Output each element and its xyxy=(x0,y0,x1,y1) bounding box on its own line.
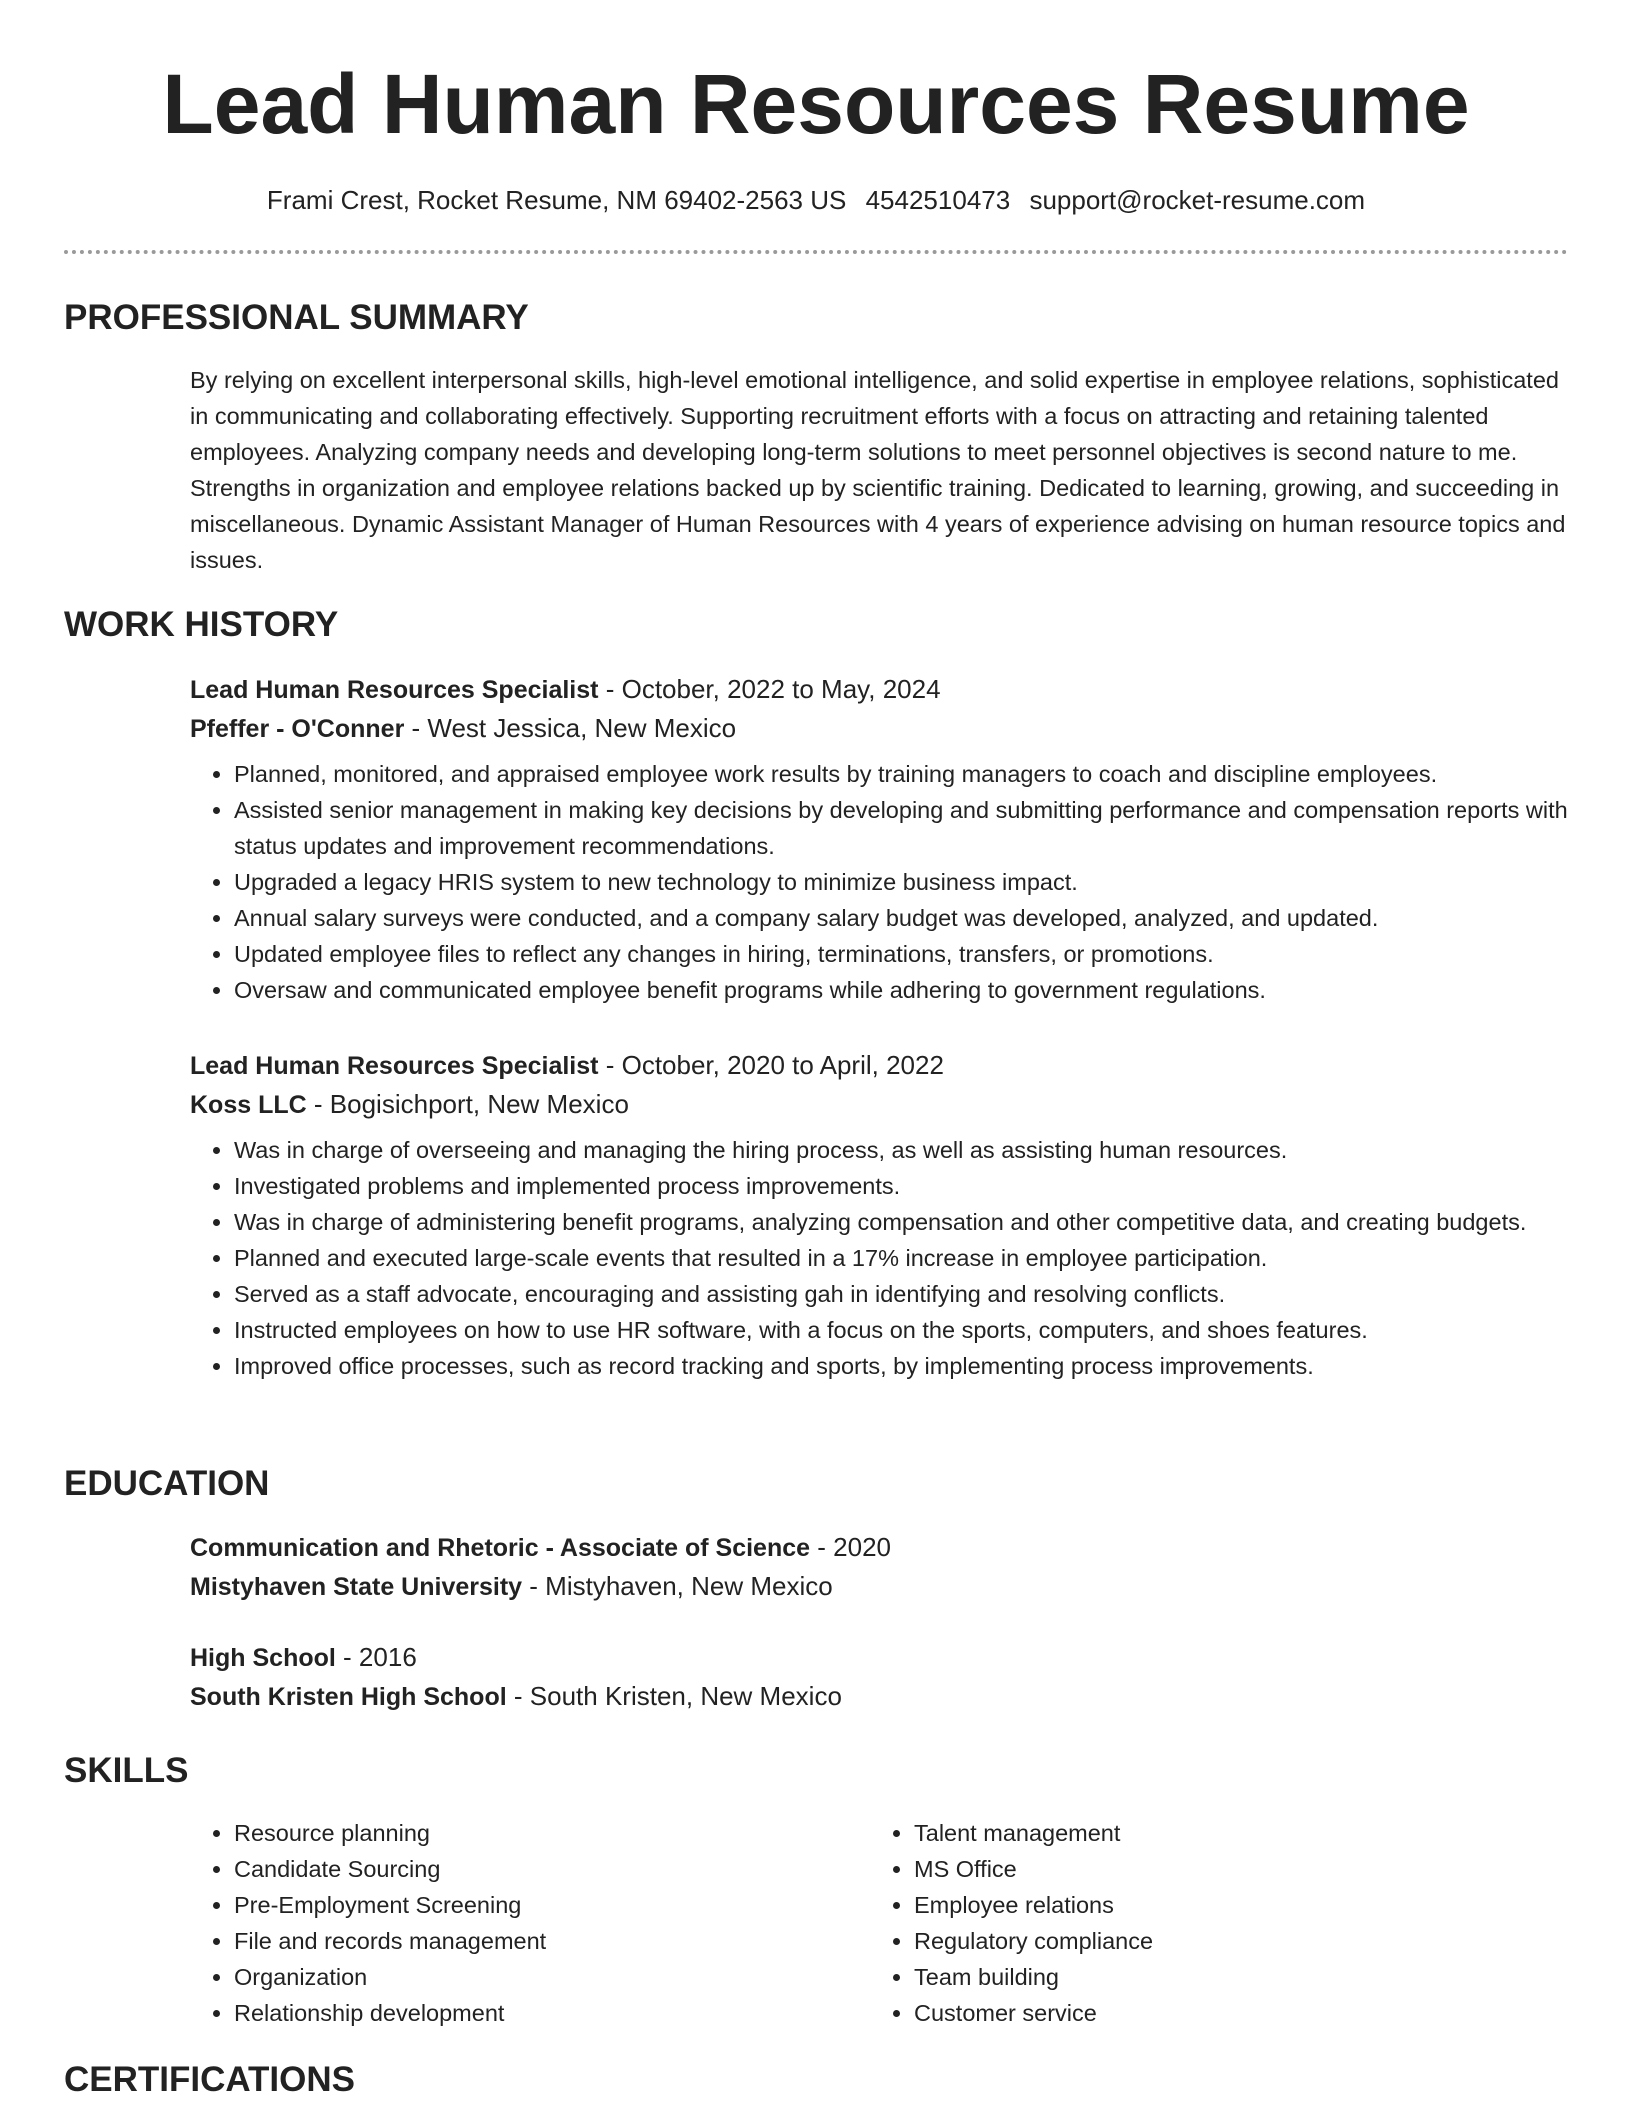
contact-address: Frami Crest, Rocket Resume, NM 69402-2563 US xyxy=(266,185,847,215)
list-item: • Team building xyxy=(914,1959,1470,1995)
header-divider xyxy=(64,250,1568,254)
job-entry-2 xyxy=(190,1046,1570,1384)
skills-column-left xyxy=(190,1815,790,2031)
job-company-line xyxy=(190,1085,1570,1124)
list-item: • Assisted senior management in making key decisions by developing and submitting performance and compensation reports with status updates and improvement recommendations. xyxy=(234,792,1570,864)
list-item: • Was in charge of overseeing and managing the hiring process, as well as assisting human resources. xyxy=(234,1132,1570,1168)
skills-column-right xyxy=(870,1815,1470,2031)
list-item: • Employee relations xyxy=(914,1887,1470,1923)
job-location: - West Jessica, New Mexico xyxy=(404,713,737,743)
skills-list-right xyxy=(870,1815,1470,2031)
list-item: • Relationship development xyxy=(234,1995,790,2031)
list-item: • Updated employee files to reflect any changes in hiring, terminations, transfers, or promotions. xyxy=(234,936,1570,972)
summary-heading: PROFESSIONAL SUMMARY xyxy=(64,298,529,337)
work-history-heading: WORK HISTORY xyxy=(64,605,339,644)
list-item: • Upgraded a legacy HRIS system to new technology to minimize business impact. xyxy=(234,864,1570,900)
education-entry-1 xyxy=(190,1528,1570,1606)
job-dates: - October, 2022 to May, 2024 xyxy=(598,674,941,704)
school-line xyxy=(190,1677,1570,1716)
list-item: • Improved office processes, such as record tracking and sports, by implementing process improvements. xyxy=(234,1348,1570,1384)
list-item: • Candidate Sourcing xyxy=(234,1851,790,1887)
list-item: • Organization xyxy=(234,1959,790,1995)
degree-line xyxy=(190,1638,1570,1677)
list-item: • Pre-Employment Screening xyxy=(234,1887,790,1923)
list-item: • Investigated problems and implemented process improvements. xyxy=(234,1168,1570,1204)
list-item: • Was in charge of administering benefit programs, analyzing compensation and other competitive data, and creating budgets. xyxy=(234,1204,1570,1240)
job-bullets xyxy=(190,756,1570,1008)
degree-year: - 2020 xyxy=(810,1532,891,1562)
list-item: • Planned, monitored, and appraised employee work results by training managers to coach and discipline employees. xyxy=(234,756,1570,792)
list-item: • Resource planning xyxy=(234,1815,790,1851)
education-entry-2 xyxy=(190,1638,1570,1716)
summary-text: By relying on excellent interpersonal skills, high-level emotional intelligence, and solid expertise in employee relations, sophisticated in communicating and collaborating effectively. Supporting recruitment efforts with a focus on attracting and retaining talented employees. Analyzing company needs and developing long-term solutions to meet personnel objectives is second nature to me. Strengths in organization and employee relations backed up by scientific training. Dedicated to learning, growing, and succeeding in miscellaneous. Dynamic Assistant Manager of Human Resources with 4 years of experience advising on human resource topics and issues. xyxy=(190,367,1566,573)
degree-year: - 2016 xyxy=(335,1642,417,1672)
certifications-heading: CERTIFICATIONS xyxy=(64,2060,356,2099)
school-location: - Mistyhaven, New Mexico xyxy=(522,1571,833,1601)
list-item: • Instructed employees on how to use HR software, with a focus on the sports, computers, and shoes features. xyxy=(234,1312,1570,1348)
job-title: Lead Human Resources Specialist xyxy=(190,1052,599,1080)
school-location: - South Kristen, New Mexico xyxy=(506,1681,842,1711)
list-item: • Talent management xyxy=(914,1815,1470,1851)
degree: High School xyxy=(190,1644,336,1672)
school: South Kristen High School xyxy=(190,1683,507,1711)
degree: Communication and Rhetoric - Associate of Science xyxy=(190,1534,811,1562)
contact-email: support@rocket-resume.com xyxy=(1029,185,1366,215)
job-bullets xyxy=(190,1132,1570,1384)
school: Mistyhaven State University xyxy=(190,1573,523,1601)
list-item: • File and records management xyxy=(234,1923,790,1959)
list-item: • Annual salary surveys were conducted, and a company salary budget was developed, analyzed, and updated. xyxy=(234,900,1570,936)
job-company-line xyxy=(190,709,1570,748)
list-item: • Planned and executed large-scale events that resulted in a 17% increase in employee participation. xyxy=(234,1240,1570,1276)
education-heading: EDUCATION xyxy=(64,1464,270,1503)
list-item: • Oversaw and communicated employee benefit programs while adhering to government regulations. xyxy=(234,972,1570,1008)
job-title-line xyxy=(190,1046,1570,1085)
degree-line xyxy=(190,1528,1570,1567)
summary-block xyxy=(190,362,1570,578)
job-dates: - October, 2020 to April, 2022 xyxy=(598,1050,944,1080)
job-company: Koss LLC xyxy=(190,1091,307,1119)
list-item: • Served as a staff advocate, encouraging and assisting gah in identifying and resolving conflicts. xyxy=(234,1276,1570,1312)
job-title: Lead Human Resources Specialist xyxy=(190,676,599,704)
job-company: Pfeffer - O'Conner xyxy=(190,715,405,743)
contact-line xyxy=(0,182,1632,218)
contact-phone: 4542510473 xyxy=(865,185,1011,215)
resume-title: Lead Human Resources Resume xyxy=(162,57,1470,151)
skills-list-left xyxy=(190,1815,790,2031)
job-title-line xyxy=(190,670,1570,709)
skills-heading: SKILLS xyxy=(64,1751,189,1790)
school-line xyxy=(190,1567,1570,1606)
list-item: • Customer service xyxy=(914,1995,1470,2031)
list-item: • MS Office xyxy=(914,1851,1470,1887)
job-location: - Bogisichport, New Mexico xyxy=(306,1089,629,1119)
list-item: • Regulatory compliance xyxy=(914,1923,1470,1959)
job-entry-1 xyxy=(190,670,1570,1008)
